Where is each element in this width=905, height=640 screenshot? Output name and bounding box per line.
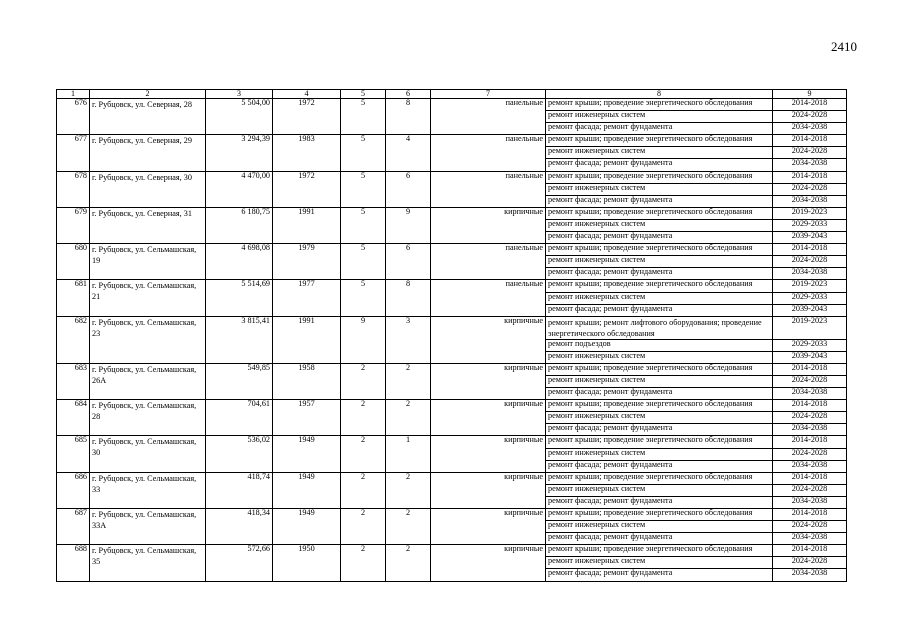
- table-row: [57, 171, 847, 183]
- repair-work: ремонт крыши; проведение энергетического обследования: [546, 99, 773, 111]
- repair-period: 2034-2038: [773, 123, 847, 135]
- repair-work: ремонт фасада; ремонт фундамента: [546, 232, 773, 244]
- repair-work: ремонт подъездов: [546, 339, 773, 351]
- wall-material: панельные: [431, 280, 546, 316]
- repair-period: 2024-2028: [773, 256, 847, 268]
- entrance-count: 8: [386, 280, 431, 316]
- building-address: г. Рубцовск, ул. Сельмашская, 19: [90, 244, 206, 280]
- repair-period: 2034-2038: [773, 195, 847, 207]
- wall-material: кирпичные: [431, 316, 546, 363]
- wall-material: кирпичные: [431, 436, 546, 472]
- repair-work: ремонт крыши; проведение энергетического обследования: [546, 400, 773, 412]
- floor-count: 5: [341, 280, 386, 316]
- building-area: 6 180,75: [206, 207, 273, 243]
- repair-period: 2014-2018: [773, 99, 847, 111]
- repair-work: ремонт крыши; ремонт лифтового оборудования; проведение энергетического обследования: [546, 316, 773, 339]
- repair-period: 2039-2043: [773, 232, 847, 244]
- wall-material: кирпичные: [431, 207, 546, 243]
- repair-work: ремонт инженерных систем: [546, 219, 773, 231]
- building-address: г. Рубцовск, ул. Северная, 31: [90, 207, 206, 243]
- column-header: 8: [546, 90, 773, 99]
- repair-work: ремонт инженерных систем: [546, 412, 773, 424]
- wall-material: панельные: [431, 244, 546, 280]
- repair-work: ремонт фасада; ремонт фундамента: [546, 388, 773, 400]
- row-number: 678: [57, 171, 90, 207]
- row-number: 686: [57, 472, 90, 508]
- repair-work: ремонт инженерных систем: [546, 183, 773, 195]
- repair-period: 2019-2023: [773, 280, 847, 292]
- building-address: г. Рубцовск, ул. Северная, 28: [90, 99, 206, 135]
- repair-work: ремонт инженерных систем: [546, 292, 773, 304]
- repair-period: 2024-2028: [773, 412, 847, 424]
- floor-count: 2: [341, 472, 386, 508]
- building-area: 4 698,08: [206, 244, 273, 280]
- repair-period: 2034-2038: [773, 388, 847, 400]
- construction-year: 1958: [273, 363, 341, 399]
- row-number: 680: [57, 244, 90, 280]
- row-number: 677: [57, 135, 90, 171]
- wall-material: кирпичные: [431, 363, 546, 399]
- wall-material: панельные: [431, 135, 546, 171]
- repair-period: 2029-2033: [773, 339, 847, 351]
- repair-work: ремонт фасада; ремонт фундамента: [546, 304, 773, 316]
- building-area: 3 815,41: [206, 316, 273, 363]
- floor-count: 5: [341, 171, 386, 207]
- building-address: г. Рубцовск, ул. Сельмашская, 23: [90, 316, 206, 363]
- entrance-count: 9: [386, 207, 431, 243]
- building-area: 572,66: [206, 545, 273, 581]
- building-address: г. Рубцовск, ул. Сельмашская, 33А: [90, 509, 206, 545]
- wall-material: кирпичные: [431, 509, 546, 545]
- construction-year: 1979: [273, 244, 341, 280]
- table-row: [57, 436, 847, 448]
- building-area: 418,74: [206, 472, 273, 508]
- building-registry-table: [56, 89, 847, 582]
- entrance-count: 6: [386, 171, 431, 207]
- repair-period: 2024-2028: [773, 557, 847, 569]
- repair-work: ремонт инженерных систем: [546, 375, 773, 387]
- building-address: г. Рубцовск, ул. Сельмашская, 30: [90, 436, 206, 472]
- repair-period: 2034-2038: [773, 424, 847, 436]
- repair-work: ремонт крыши; проведение энергетического обследования: [546, 436, 773, 448]
- repair-work: ремонт крыши; проведение энергетического обследования: [546, 545, 773, 557]
- repair-period: 2019-2023: [773, 207, 847, 219]
- repair-work: ремонт крыши; проведение энергетического обследования: [546, 135, 773, 147]
- entrance-count: 6: [386, 244, 431, 280]
- floor-count: 2: [341, 363, 386, 399]
- repair-work: ремонт фасада; ремонт фундамента: [546, 195, 773, 207]
- repair-period: 2029-2033: [773, 219, 847, 231]
- building-address: г. Рубцовск, ул. Сельмашская, 33: [90, 472, 206, 508]
- entrance-count: 3: [386, 316, 431, 363]
- table-row: [57, 135, 847, 147]
- column-header: 9: [773, 90, 847, 99]
- wall-material: панельные: [431, 99, 546, 135]
- construction-year: 1983: [273, 135, 341, 171]
- wall-material: кирпичные: [431, 472, 546, 508]
- repair-period: 2034-2038: [773, 533, 847, 545]
- entrance-count: 4: [386, 135, 431, 171]
- repair-work: ремонт крыши; проведение энергетического обследования: [546, 207, 773, 219]
- wall-material: кирпичные: [431, 545, 546, 581]
- repair-work: ремонт инженерных систем: [546, 147, 773, 159]
- repair-period: 2024-2028: [773, 448, 847, 460]
- building-area: 549,85: [206, 363, 273, 399]
- construction-year: 1949: [273, 472, 341, 508]
- construction-year: 1957: [273, 400, 341, 436]
- row-number: 687: [57, 509, 90, 545]
- repair-work: ремонт фасада; ремонт фундамента: [546, 268, 773, 280]
- repair-work: ремонт крыши; проведение энергетического обследования: [546, 280, 773, 292]
- repair-work: ремонт инженерных систем: [546, 351, 773, 363]
- row-number: 685: [57, 436, 90, 472]
- column-header: 1: [57, 90, 90, 99]
- construction-year: 1949: [273, 436, 341, 472]
- repair-work: ремонт фасада; ремонт фундамента: [546, 424, 773, 436]
- construction-year: 1949: [273, 509, 341, 545]
- table-row: [57, 400, 847, 412]
- repair-period: 2039-2043: [773, 351, 847, 363]
- construction-year: 1950: [273, 545, 341, 581]
- floor-count: 2: [341, 400, 386, 436]
- entrance-count: 2: [386, 509, 431, 545]
- entrance-count: 2: [386, 363, 431, 399]
- repair-work: ремонт крыши; проведение энергетического обследования: [546, 363, 773, 375]
- floor-count: 5: [341, 244, 386, 280]
- table-row: [57, 99, 847, 111]
- column-header: 7: [431, 90, 546, 99]
- column-header: 4: [273, 90, 341, 99]
- construction-year: 1972: [273, 99, 341, 135]
- building-address: г. Рубцовск, ул. Северная, 29: [90, 135, 206, 171]
- repair-period: 2024-2028: [773, 484, 847, 496]
- entrance-count: 2: [386, 545, 431, 581]
- building-area: 5 514,69: [206, 280, 273, 316]
- floor-count: 2: [341, 545, 386, 581]
- row-number: 684: [57, 400, 90, 436]
- row-number: 688: [57, 545, 90, 581]
- floor-count: 5: [341, 135, 386, 171]
- row-number: 683: [57, 363, 90, 399]
- page-number: 2410: [831, 39, 857, 54]
- repair-work: ремонт фасада; ремонт фундамента: [546, 496, 773, 508]
- column-header: 3: [206, 90, 273, 99]
- repair-period: 2024-2028: [773, 375, 847, 387]
- floor-count: 2: [341, 509, 386, 545]
- repair-period: 2014-2018: [773, 363, 847, 375]
- table-row: [57, 280, 847, 292]
- floor-count: 5: [341, 207, 386, 243]
- table-row: [57, 363, 847, 375]
- repair-period: 2019-2023: [773, 316, 847, 339]
- repair-work: ремонт фасада; ремонт фундамента: [546, 123, 773, 135]
- row-number: 679: [57, 207, 90, 243]
- repair-period: 2014-2018: [773, 400, 847, 412]
- construction-year: 1977: [273, 280, 341, 316]
- row-number: 682: [57, 316, 90, 363]
- building-address: г. Рубцовск, ул. Сельмашская, 26А: [90, 363, 206, 399]
- wall-material: кирпичные: [431, 400, 546, 436]
- repair-work: ремонт крыши; проведение энергетического обследования: [546, 171, 773, 183]
- repair-period: 2014-2018: [773, 244, 847, 256]
- construction-year: 1991: [273, 316, 341, 363]
- repair-work: ремонт крыши; проведение энергетического обследования: [546, 509, 773, 521]
- repair-work: ремонт инженерных систем: [546, 557, 773, 569]
- column-header: 5: [341, 90, 386, 99]
- repair-work: ремонт крыши; проведение энергетического обследования: [546, 472, 773, 484]
- repair-period: 2014-2018: [773, 436, 847, 448]
- repair-period: 2014-2018: [773, 171, 847, 183]
- repair-work: ремонт фасада; ремонт фундамента: [546, 569, 773, 581]
- table-row: [57, 207, 847, 219]
- building-address: г. Рубцовск, ул. Сельмашская, 35: [90, 545, 206, 581]
- repair-work: ремонт инженерных систем: [546, 521, 773, 533]
- repair-period: 2039-2043: [773, 304, 847, 316]
- entrance-count: 2: [386, 400, 431, 436]
- repair-work: ремонт инженерных систем: [546, 256, 773, 268]
- floor-count: 2: [341, 436, 386, 472]
- repair-period: 2024-2028: [773, 521, 847, 533]
- floor-count: 9: [341, 316, 386, 363]
- repair-period: 2014-2018: [773, 472, 847, 484]
- table-header: [57, 90, 847, 99]
- repair-period: 2024-2028: [773, 147, 847, 159]
- row-number: 681: [57, 280, 90, 316]
- building-area: 3 294,39: [206, 135, 273, 171]
- repair-work: ремонт инженерных систем: [546, 484, 773, 496]
- repair-period: 2014-2018: [773, 509, 847, 521]
- repair-period: 2034-2038: [773, 268, 847, 280]
- table-row: [57, 316, 847, 339]
- building-address: г. Рубцовск, ул. Северная, 30: [90, 171, 206, 207]
- repair-period: 2034-2038: [773, 496, 847, 508]
- repair-period: 2034-2038: [773, 569, 847, 581]
- wall-material: панельные: [431, 171, 546, 207]
- repair-work: ремонт инженерных систем: [546, 448, 773, 460]
- repair-period: 2034-2038: [773, 159, 847, 171]
- entrance-count: 1: [386, 436, 431, 472]
- entrance-count: 2: [386, 472, 431, 508]
- repair-period: 2029-2033: [773, 292, 847, 304]
- repair-period: 2024-2028: [773, 111, 847, 123]
- building-area: 418,34: [206, 509, 273, 545]
- building-area: 704,61: [206, 400, 273, 436]
- building-address: г. Рубцовск, ул. Сельмашская, 21: [90, 280, 206, 316]
- header-row: [57, 90, 847, 99]
- construction-year: 1972: [273, 171, 341, 207]
- repair-work: ремонт крыши; проведение энергетического обследования: [546, 244, 773, 256]
- repair-work: ремонт фасада; ремонт фундамента: [546, 159, 773, 171]
- construction-year: 1991: [273, 207, 341, 243]
- repair-period: 2024-2028: [773, 183, 847, 195]
- row-number: 676: [57, 99, 90, 135]
- repair-work: ремонт инженерных систем: [546, 111, 773, 123]
- repair-work: ремонт фасада; ремонт фундамента: [546, 533, 773, 545]
- building-area: 536,02: [206, 436, 273, 472]
- table-row: [57, 244, 847, 256]
- repair-period: 2014-2018: [773, 135, 847, 147]
- building-area: 5 504,00: [206, 99, 273, 135]
- column-header: 2: [90, 90, 206, 99]
- column-header: 6: [386, 90, 431, 99]
- entrance-count: 8: [386, 99, 431, 135]
- repair-work: ремонт фасада; ремонт фундамента: [546, 460, 773, 472]
- floor-count: 5: [341, 99, 386, 135]
- table-row: [57, 472, 847, 484]
- table-body: [57, 99, 847, 582]
- table-row: [57, 545, 847, 557]
- repair-period: 2034-2038: [773, 460, 847, 472]
- repair-period: 2014-2018: [773, 545, 847, 557]
- building-address: г. Рубцовск, ул. Сельмашская, 28: [90, 400, 206, 436]
- building-area: 4 470,00: [206, 171, 273, 207]
- table-row: [57, 509, 847, 521]
